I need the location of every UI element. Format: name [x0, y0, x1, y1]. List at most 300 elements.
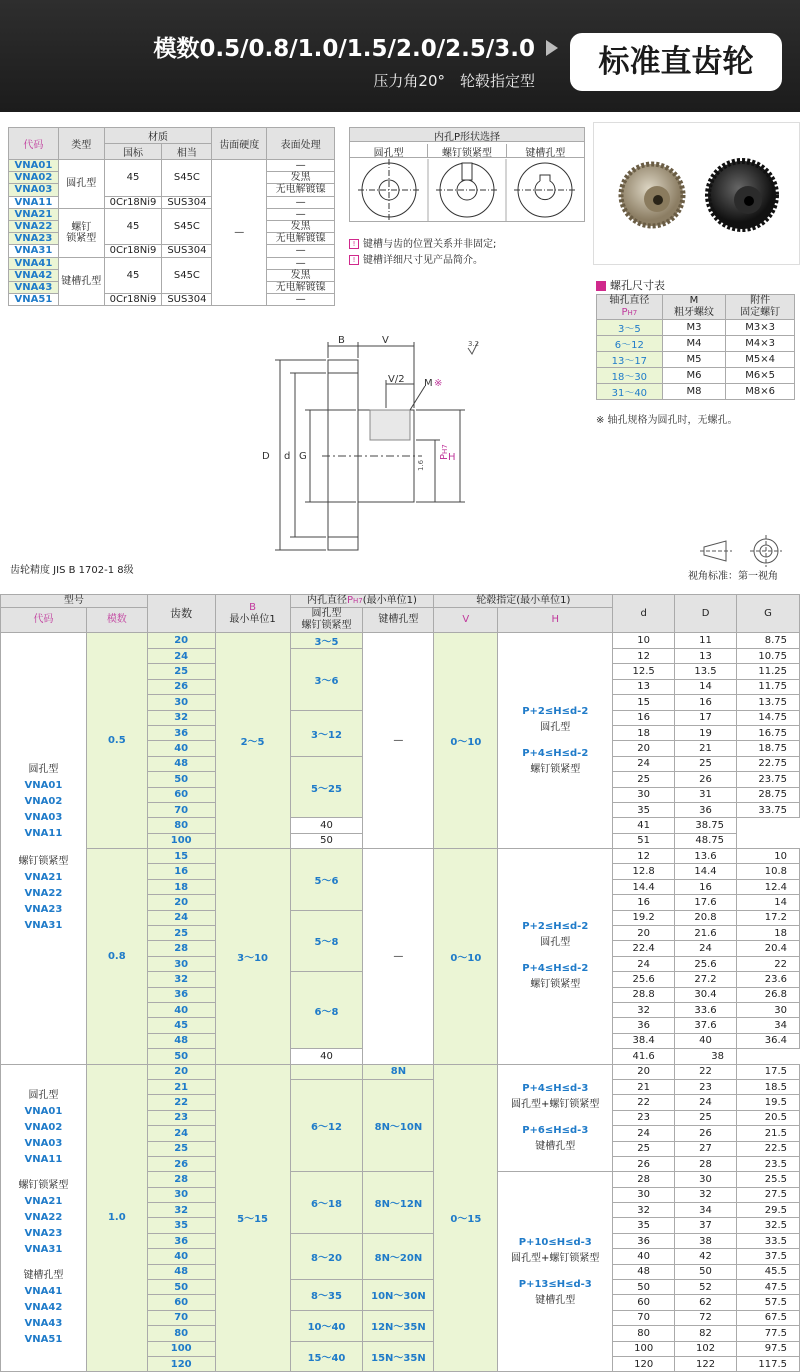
header-equivalent: 相当	[162, 144, 212, 160]
spec-d: 40	[290, 1049, 363, 1064]
screw-row	[597, 368, 795, 384]
spec-teeth: 25	[147, 664, 215, 679]
spec-h-line	[498, 1267, 612, 1277]
spec-D: 11	[675, 633, 737, 649]
spec-G: 23.6	[737, 972, 800, 987]
spec-d: 10	[613, 633, 675, 649]
spec-teeth: 40	[147, 1249, 215, 1264]
screw-table-note: ※ 轴孔规格为圆孔时，无螺孔。	[596, 415, 738, 426]
spec-D: 20.8	[675, 910, 737, 925]
spec-bore-round-screw: 8～35	[290, 1280, 363, 1311]
spec-D: 25	[675, 1110, 737, 1125]
spec-teeth: 25	[147, 926, 215, 941]
spec-D: 82	[675, 1326, 737, 1341]
spec-G: 33.5	[737, 1233, 800, 1248]
material-surface: —	[267, 196, 335, 208]
material-code: VNA23	[9, 233, 59, 245]
header-code: 代码	[9, 128, 59, 160]
spec-bore-round-screw: 6～18	[290, 1172, 363, 1234]
spec-D: 102	[675, 1341, 737, 1356]
spec-table-body	[1, 633, 800, 1372]
gear-photo-illustration	[594, 123, 799, 264]
spec-h-line: P+13≤H≤d-3	[518, 1278, 592, 1290]
label-H: H	[448, 452, 456, 463]
spec-teeth: 70	[147, 1310, 215, 1325]
spec-G: 48.75	[675, 833, 737, 848]
spec-G: 17.2	[737, 910, 800, 925]
spec-G: 38	[675, 1049, 737, 1064]
spec-D: 30.4	[675, 987, 737, 1002]
gear-accuracy-note: 齿轮精度 JIS B 1702-1 8级	[10, 565, 134, 576]
spec-bore-round-screw: 15～40	[290, 1341, 363, 1372]
spec-d: 16	[613, 895, 675, 910]
header-D: D	[675, 595, 737, 633]
spec-G: 33.75	[737, 802, 800, 817]
header-type: 类型	[58, 128, 104, 160]
spec-teeth: 24	[147, 1126, 215, 1141]
arrow-right-icon	[546, 40, 558, 56]
spec-D: 36	[675, 802, 737, 817]
spec-h	[498, 1172, 613, 1372]
material-surface: 发黑	[267, 220, 335, 232]
spec-teeth: 20	[147, 633, 215, 649]
material-national: 0Cr18Ni9	[104, 245, 162, 257]
screw-thread: M5	[662, 352, 726, 368]
bore-shape-diagrams	[350, 159, 584, 221]
spec-d: 22.4	[613, 941, 675, 956]
spec-D: 31	[675, 787, 737, 802]
spec-teeth: 36	[147, 725, 215, 740]
gear-steel-icon	[621, 164, 683, 226]
spec-h-line: P+6≤H≤d-3	[522, 1124, 589, 1136]
spec-G: 10.8	[737, 864, 800, 879]
material-code: VNA43	[9, 281, 59, 293]
spec-teeth: 18	[147, 879, 215, 894]
header-v: V	[434, 608, 498, 633]
spec-D: 24	[675, 941, 737, 956]
spec-code-item: VNA43	[24, 1317, 63, 1329]
spec-bore-round-screw: 8～20	[290, 1233, 363, 1279]
spec-teeth: 40	[147, 1002, 215, 1017]
spec-d: 50	[290, 833, 363, 848]
spec-teeth: 24	[147, 649, 215, 664]
material-equivalent: SUS304	[162, 294, 212, 306]
material-type-label: 螺钉 锁紧型	[66, 221, 97, 244]
screw-setscrew: M4×3	[726, 336, 795, 352]
spec-G: 17.5	[737, 1064, 800, 1079]
warning-icon: !	[349, 255, 359, 265]
material-code: VNA51	[9, 294, 59, 306]
screw-setscrew: M5×4	[726, 352, 795, 368]
spec-teeth: 32	[147, 972, 215, 987]
spec-d: 25.6	[613, 972, 675, 987]
label-V: V	[382, 335, 389, 346]
label-G: G	[299, 451, 307, 462]
spec-code-item: VNA22	[24, 1211, 63, 1223]
spec-D: 14.4	[675, 864, 737, 879]
spec-G: 67.5	[737, 1310, 800, 1325]
spec-D: 41.6	[613, 1049, 675, 1064]
spec-d: 28	[613, 1172, 675, 1187]
spec-code-group	[1, 633, 87, 1065]
product-badge: 标准直齿轮	[570, 33, 782, 91]
material-row	[9, 245, 335, 257]
header-bore-round-screw: 圆孔型 螺钉锁紧型	[290, 608, 363, 633]
spec-G: 8.75	[737, 633, 800, 649]
spec-D: 37	[675, 1218, 737, 1233]
spec-h-line	[498, 1113, 612, 1123]
spec-d: 12.8	[613, 864, 675, 879]
spec-d: 35	[613, 1218, 675, 1233]
spec-D: 40	[675, 1033, 737, 1048]
spec-h-line: P+4≤H≤d-3	[522, 1082, 589, 1094]
spec-h-line: 螺钉锁紧型	[530, 979, 581, 991]
spec-teeth: 36	[147, 1233, 215, 1248]
header-title: 模数0.5/0.8/1.0/1.5/2.0/2.5/3.0	[153, 36, 535, 62]
spec-teeth: 80	[147, 1326, 215, 1341]
spec-teeth: 40	[147, 741, 215, 756]
header-national: 国标	[104, 144, 162, 160]
spec-code-item: VNA41	[24, 1285, 63, 1297]
spec-bore-round-screw: 3～5	[290, 633, 363, 649]
spec-code-item: VNA51	[24, 1333, 63, 1345]
label-B: B	[338, 335, 345, 346]
view-standard-note: 视角标准：第一视角	[688, 571, 778, 582]
spec-bore-key: —	[363, 633, 434, 849]
spec-teeth: 30	[147, 695, 215, 710]
spec-code-item: VNA11	[24, 1153, 63, 1165]
screw-row	[597, 352, 795, 368]
spec-h	[498, 633, 613, 849]
header-h: H	[498, 608, 613, 633]
spec-D: 13.5	[675, 664, 737, 679]
material-equivalent: S45C	[162, 257, 212, 294]
header-hub: 轮毂指定(最小单位1)	[434, 595, 613, 608]
spec-d: 40	[613, 1249, 675, 1264]
spec-h-line: 键槽孔型	[535, 1140, 576, 1152]
spec-bore-key: —	[363, 849, 434, 1064]
material-national: 45	[104, 160, 162, 197]
spec-G: 32.5	[737, 1218, 800, 1233]
spec-d: 70	[613, 1310, 675, 1325]
spec-d: 80	[613, 1326, 675, 1341]
spec-code-item: VNA21	[24, 1195, 63, 1207]
bore-shape-screw-label: 螺钉锁紧型	[428, 144, 506, 157]
spec-d: 20	[613, 741, 675, 756]
spec-G: 18	[737, 926, 800, 941]
spec-d: 25	[613, 1141, 675, 1156]
spec-code-item: VNA23	[24, 1227, 63, 1239]
round-bore-icon	[358, 159, 420, 221]
spec-G: 13.75	[737, 695, 800, 710]
spec-teeth: 25	[147, 1141, 215, 1156]
spec-G: 36.4	[737, 1033, 800, 1048]
spec-d: 36	[613, 1233, 675, 1248]
screw-row	[597, 336, 795, 352]
spec-teeth: 36	[147, 987, 215, 1002]
spec-bore-round-screw: 6～12	[290, 1079, 363, 1171]
spec-v: 0～15	[434, 1064, 498, 1372]
spec-bore-key: 15N～35N	[363, 1341, 434, 1372]
material-surface: —	[267, 245, 335, 257]
header-code: 代码	[1, 608, 87, 633]
label-P: PH7	[439, 444, 450, 460]
spec-D: 14	[675, 679, 737, 694]
screw-bore-range: 31～40	[597, 384, 663, 400]
spec-G: 28.75	[737, 787, 800, 802]
spec-G: 11.25	[737, 664, 800, 679]
spec-d: 19.2	[613, 910, 675, 925]
spec-teeth: 26	[147, 1156, 215, 1171]
spec-d: 60	[613, 1295, 675, 1310]
spec-d: 36	[613, 1018, 675, 1033]
spec-d: 32	[613, 1002, 675, 1017]
spec-h-line	[498, 736, 612, 746]
spec-h-line: P+2≤H≤d-2	[522, 705, 589, 717]
spec-D: 16	[675, 879, 737, 894]
screw-table-title: 螺孔尺寸表	[596, 277, 665, 293]
spec-code-item: VNA22	[24, 888, 63, 900]
screw-setscrew: M6×5	[726, 368, 795, 384]
spec-D: 21.6	[675, 926, 737, 941]
material-national: 45	[104, 257, 162, 294]
spec-bore-round-screw: 10～40	[290, 1310, 363, 1341]
spec-code-item	[1, 842, 86, 854]
material-type	[58, 257, 104, 306]
spec-teeth: 60	[147, 787, 215, 802]
material-surface: —	[267, 160, 335, 172]
spec-d: 24	[613, 956, 675, 971]
spec-module: 0.5	[86, 633, 147, 849]
spec-bore-round-screw: 5～8	[290, 910, 363, 972]
screw-bore-range: 18～30	[597, 368, 663, 384]
screw-header-thread: M 粗牙螺纹	[662, 295, 726, 320]
material-type-label: 圆孔型	[66, 178, 97, 190]
spec-G: 21.5	[737, 1126, 800, 1141]
label-roughness: 3.2	[468, 340, 480, 348]
spec-G: 22.5	[737, 1141, 800, 1156]
spec-d: 14.4	[613, 879, 675, 894]
material-code: VNA01	[9, 160, 59, 172]
bore-shape-labels	[350, 144, 584, 158]
spec-h-line: P+4≤H≤d-2	[522, 747, 589, 759]
spec-G: 16.75	[737, 725, 800, 740]
label-d: d	[284, 451, 291, 462]
square-bullet-icon	[596, 281, 606, 291]
material-code: VNA42	[9, 269, 59, 281]
spec-d: 13	[613, 679, 675, 694]
screw-thread: M3	[662, 320, 726, 336]
spec-code-item: VNA02	[24, 796, 63, 808]
spec-teeth: 50	[147, 1280, 215, 1295]
material-equivalent: SUS304	[162, 245, 212, 257]
spec-teeth: 28	[147, 1172, 215, 1187]
spec-D: 24	[675, 1095, 737, 1110]
material-code: VNA11	[9, 196, 59, 208]
spec-code-group	[1, 1064, 87, 1372]
spec-teeth: 50	[147, 1049, 215, 1064]
spec-G: 26.8	[737, 987, 800, 1002]
note-1: ! 键槽与齿的位置关系并非固定;	[349, 237, 496, 253]
spec-D: 25	[675, 756, 737, 771]
spec-code-item: VNA31	[24, 920, 63, 932]
warning-icon: !	[349, 239, 359, 249]
spec-teeth: 60	[147, 1295, 215, 1310]
spec-code-item: VNA11	[24, 828, 63, 840]
spec-teeth: 28	[147, 941, 215, 956]
spec-D: 34	[675, 1203, 737, 1218]
spec-D: 19	[675, 725, 737, 740]
screw-thread: M8	[662, 384, 726, 400]
spec-bore-round-screw: 5～25	[290, 756, 363, 818]
screw-thread: M6	[662, 368, 726, 384]
bore-shape-round-label: 圆孔型	[350, 144, 428, 157]
material-national: 45	[104, 208, 162, 245]
material-code: VNA31	[9, 245, 59, 257]
spec-D: 37.6	[675, 1018, 737, 1033]
material-row	[9, 208, 335, 220]
spec-G: 77.5	[737, 1326, 800, 1341]
screw-bore-range: 3～5	[597, 320, 663, 336]
header-model: 型号	[1, 595, 148, 608]
spec-G: 27.5	[737, 1187, 800, 1202]
spec-d: 26	[613, 1156, 675, 1171]
spec-D: 26	[675, 1126, 737, 1141]
spec-G: 23.75	[737, 772, 800, 787]
label-chamfer: 1.6	[417, 459, 425, 471]
first-angle-projection-icon	[700, 535, 790, 567]
screw-header-bore: 轴孔直径 PH7	[597, 295, 663, 320]
spec-d: 25	[613, 772, 675, 787]
spec-bore-key: 8N～12N	[363, 1172, 434, 1234]
screw-setscrew: M3×3	[726, 320, 795, 336]
spec-G: 23.5	[737, 1156, 800, 1171]
spec-d: 12	[613, 849, 675, 864]
spec-bore-key: 8N～20N	[363, 1233, 434, 1279]
spec-D: 25.6	[675, 956, 737, 971]
spec-d: 24	[613, 756, 675, 771]
bore-shape-key-label: 键槽孔型	[525, 148, 566, 159]
spec-G: 30	[737, 1002, 800, 1017]
spec-teeth: 100	[147, 1341, 215, 1356]
spec-G: 20.4	[737, 941, 800, 956]
spec-d: 20	[613, 926, 675, 941]
spec-d: 21	[613, 1079, 675, 1094]
spec-G: 34	[737, 1018, 800, 1033]
spec-h-line: P+2≤H≤d-2	[522, 921, 589, 933]
spec-D: 17	[675, 710, 737, 725]
spec-row	[1, 1064, 800, 1079]
spec-h	[498, 1064, 613, 1172]
spec-bore-round-screw: 6～8	[290, 972, 363, 1049]
spec-code-item: VNA03	[24, 1137, 63, 1149]
spec-d: 48	[613, 1264, 675, 1279]
material-table	[8, 127, 335, 306]
gear-black-icon	[708, 161, 776, 229]
note-2: ! 键槽详细尺寸见产品简介。	[349, 253, 496, 269]
spec-G: 14.75	[737, 710, 800, 725]
label-V2: V/2	[388, 374, 405, 385]
spec-D: 13.6	[675, 849, 737, 864]
spec-teeth: 32	[147, 1203, 215, 1218]
spec-D: 33.6	[675, 1002, 737, 1017]
spec-d: 40	[290, 818, 363, 833]
spec-code-item: VNA42	[24, 1301, 63, 1313]
spec-d: 32	[613, 1203, 675, 1218]
spec-G: 47.5	[737, 1280, 800, 1295]
spec-D: 23	[675, 1079, 737, 1094]
spec-D: 16	[675, 695, 737, 710]
header-G: G	[737, 595, 800, 633]
spec-d: 12	[613, 649, 675, 664]
spec-G: 29.5	[737, 1203, 800, 1218]
material-surface: 发黑	[267, 269, 335, 281]
header-banner	[0, 0, 800, 112]
keyway-bore-icon	[514, 163, 576, 217]
spec-teeth: 100	[147, 833, 215, 848]
spec-teeth: 21	[147, 1079, 215, 1094]
material-row	[9, 294, 335, 306]
spec-G: 18.75	[737, 741, 800, 756]
spec-teeth: 20	[147, 895, 215, 910]
spec-G: 38.75	[675, 818, 737, 833]
spec-v: 0～10	[434, 633, 498, 849]
spec-row	[1, 633, 800, 649]
spec-code-item: 螺钉锁紧型	[18, 1179, 69, 1191]
spec-teeth: 45	[147, 1018, 215, 1033]
spec-d: 35	[613, 802, 675, 817]
spec-code-item: VNA01	[24, 1105, 63, 1117]
spec-D: 32	[675, 1187, 737, 1202]
spec-code-item: 圆孔型	[28, 764, 59, 776]
spec-code-item	[1, 1168, 86, 1178]
spec-module: 1.0	[86, 1064, 147, 1372]
spec-d: 50	[613, 1280, 675, 1295]
spec-teeth: 30	[147, 956, 215, 971]
spec-bore-key: 12N～35N	[363, 1310, 434, 1341]
spec-D: 26	[675, 772, 737, 787]
material-surface: —	[267, 294, 335, 306]
material-code: VNA03	[9, 184, 59, 196]
spec-code-item: VNA31	[24, 1243, 63, 1255]
material-code: VNA02	[9, 172, 59, 184]
spec-code-item: 键槽孔型	[23, 1269, 64, 1281]
spec-b: 5～15	[215, 1064, 290, 1372]
spec-h-line: 圆孔型+螺钉锁紧型	[511, 1098, 600, 1110]
spec-G: 22.75	[737, 756, 800, 771]
screw-row	[597, 320, 795, 336]
header-d: d	[613, 595, 675, 633]
spec-G: 18.5	[737, 1079, 800, 1094]
material-type	[58, 208, 104, 257]
spec-D: 21	[675, 741, 737, 756]
material-code: VNA22	[9, 220, 59, 232]
material-type	[58, 160, 104, 209]
spec-D: 62	[675, 1295, 737, 1310]
spec-bore-round-screw	[290, 1064, 363, 1079]
spec-teeth: 48	[147, 1033, 215, 1048]
spec-D: 27.2	[675, 972, 737, 987]
header-surface: 表面处理	[267, 128, 335, 160]
spec-d: 120	[613, 1356, 675, 1371]
material-surface: —	[267, 257, 335, 269]
screw-header-setscrew: 附件 固定螺钉	[726, 295, 795, 320]
screw-bore-range: 13～17	[597, 352, 663, 368]
spec-bore-round-screw: 3～12	[290, 710, 363, 756]
spec-D: 17.6	[675, 895, 737, 910]
screw-row	[597, 384, 795, 400]
spec-d: 12.5	[613, 664, 675, 679]
